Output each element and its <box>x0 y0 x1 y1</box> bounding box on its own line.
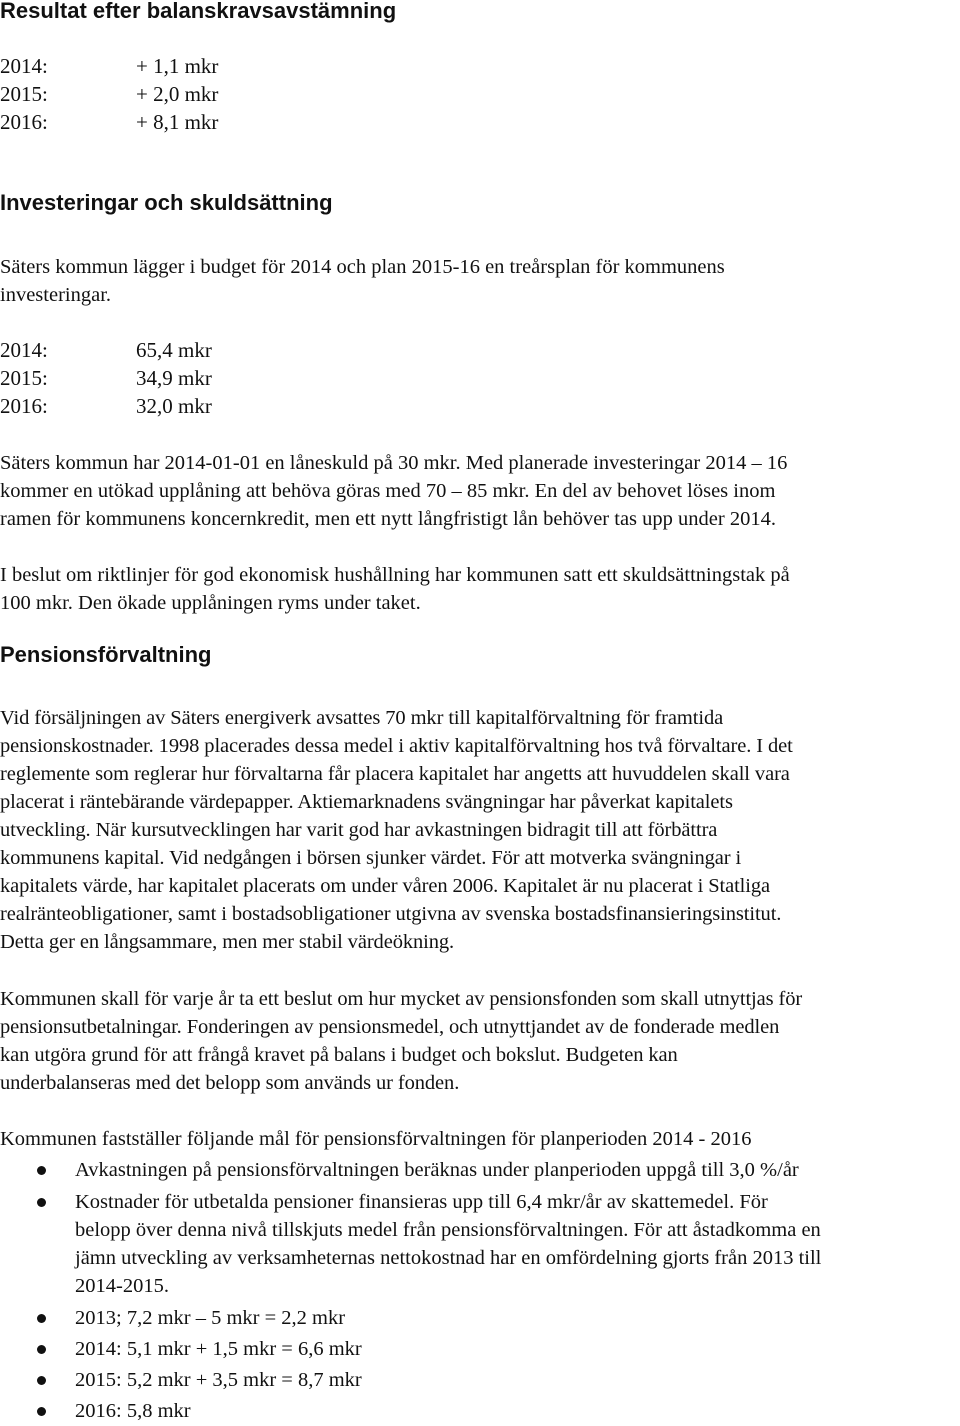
text-line: I beslut om riktlinjer för god ekonomisk hushållning har kommunen satt ett skuldsättningstak på <box>0 564 790 586</box>
investment-year: 2015: <box>0 366 48 390</box>
investment-value: 32,0 mkr <box>136 394 212 418</box>
text-line: Kommunen fastställer följande mål för pensionsförvaltningen för planperioden 2014 - 2016 <box>0 1128 752 1150</box>
bullet-icon <box>37 1407 46 1416</box>
text-line: pensionsutbetalningar. Fonderingen av pensionsmedel, och utnyttjandet av de fonderade medlen <box>0 1016 780 1038</box>
investment-value: 34,9 mkr <box>136 366 212 390</box>
heading-investeringar: Investeringar och skuldsättning <box>0 190 333 215</box>
text-line: kommer en utökad upplåning att behöva göras med 70 – 85 mkr. En del av behovet löses inom <box>0 480 776 502</box>
pension-goals-list <box>0 1156 960 1425</box>
list-item <box>0 1188 960 1300</box>
bullet-icon <box>37 1345 46 1354</box>
pension-goals-intro <box>0 1125 960 1153</box>
text-line: placerat i räntebärande värdepapper. Aktiemarknadens svängningar har påverkat kapitalets <box>0 791 733 813</box>
text-line: ramen för kommunens koncernkredit, men ett nytt långfristigt lån behöver tas upp under 2014. <box>0 508 776 530</box>
text-line: jämn utveckling av verksamheternas nettokostnad har en omfördelning gjorts från 2013 till <box>75 1247 822 1269</box>
text-line: 2014: 5,1 mkr + 1,5 mkr = 6,6 mkr <box>75 1338 362 1360</box>
text-line: belopp över denna nivå tillskjuts medel från pensionsförvaltningen. För att åstadkomma en <box>75 1219 821 1241</box>
result-row <box>0 108 218 137</box>
bullet-icon <box>37 1314 46 1323</box>
text-line: Kostnader för utbetalda pensioner finansieras upp till 6,4 mkr/år av skattemedel. För <box>75 1191 768 1213</box>
result-value: + 2,0 mkr <box>136 82 219 106</box>
debt-cap-paragraph <box>0 561 960 617</box>
pension-paragraph-1 <box>0 704 960 956</box>
text-line: kommunens kapital. Vid nedgången i börsen sjunker värdet. För att motverka svängningar i <box>0 847 742 869</box>
result-year: 2016: <box>0 110 48 134</box>
investment-value: 65,4 mkr <box>136 338 212 362</box>
list-item <box>0 1156 960 1184</box>
heading-resultat: Resultat efter balanskravsavstämning <box>0 0 397 23</box>
text-line: kapitalets värde, har kapitalet placerats om under våren 2006. Kapitalet är nu placerat i Statliga <box>0 875 771 897</box>
list-item <box>0 1335 960 1363</box>
list-item <box>0 1304 960 1332</box>
text-line: underbalanseras med det belopp som används ur fonden. <box>0 1072 460 1094</box>
investment-row <box>0 392 212 421</box>
list-item <box>0 1397 960 1425</box>
text-line: Säters kommun har 2014-01-01 en låneskuld på 30 mkr. Med planerade investeringar 2014 – 16 <box>0 452 788 474</box>
investment-row <box>0 336 212 365</box>
text-line: Kommunen skall för varje år ta ett beslut om hur mycket av pensionsfonden som skall utnyttjas för <box>0 988 803 1010</box>
text-line: pensionskostnader. 1998 placerades dessa medel i aktiv kapitalförvaltning hos två förvaltare. I det <box>0 735 793 757</box>
investment-year: 2014: <box>0 338 48 362</box>
text-line: 2014-2015. <box>75 1275 169 1297</box>
text-line: Säters kommun lägger i budget för 2014 och plan 2015-16 en treårsplan för kommunens <box>0 256 725 278</box>
text-line: realränteobligationer, samt i bostadsobligationer utgivna av svenska bostadsfinansieringsinstitut. <box>0 903 782 925</box>
text-line: Vid försäljningen av Säters energiverk avsattes 70 mkr till kapitalförvaltning för framtida <box>0 707 724 729</box>
bullet-icon <box>37 1166 46 1175</box>
heading-pensionsforvaltning: Pensionsförvaltning <box>0 642 212 667</box>
text-line: kan utgöra grund för att frångå kravet på balans i budget och bokslut. Budgeten kan <box>0 1044 678 1066</box>
result-row <box>0 52 218 81</box>
result-year: 2014: <box>0 54 48 78</box>
text-line: utveckling. När kursutvecklingen har varit god har avkastningen bidragit till att förbättra <box>0 819 718 841</box>
text-line: investeringar. <box>0 284 112 306</box>
text-line: 100 mkr. Den ökade upplåningen ryms under taket. <box>0 592 421 614</box>
text-line: 2015: 5,2 mkr + 3,5 mkr = 8,7 mkr <box>75 1369 362 1391</box>
result-value: + 8,1 mkr <box>136 110 219 134</box>
bullet-icon <box>37 1198 46 1207</box>
text-line: Avkastningen på pensionsförvaltningen beräknas under planperioden uppgå till 3,0 %/år <box>75 1159 799 1181</box>
list-item <box>0 1366 960 1394</box>
investment-year: 2016: <box>0 394 48 418</box>
debt-paragraph <box>0 449 960 533</box>
text-line: 2013; 7,2 mkr – 5 mkr = 2,2 mkr <box>75 1307 346 1329</box>
result-row <box>0 80 218 109</box>
text-line: Detta ger en långsammare, men mer stabil värdeökning. <box>0 931 455 953</box>
result-value: + 1,1 mkr <box>136 54 219 78</box>
text-line: 2016: 5,8 mkr <box>75 1400 191 1422</box>
investment-row <box>0 364 212 393</box>
text-line: reglemente som reglerar hur förvaltarna får placera kapitalet har angetts att huvuddelen skall vara <box>0 763 790 785</box>
pension-paragraph-2 <box>0 985 960 1097</box>
result-year: 2015: <box>0 82 48 106</box>
bullet-icon <box>37 1376 46 1385</box>
investment-intro <box>0 253 960 309</box>
